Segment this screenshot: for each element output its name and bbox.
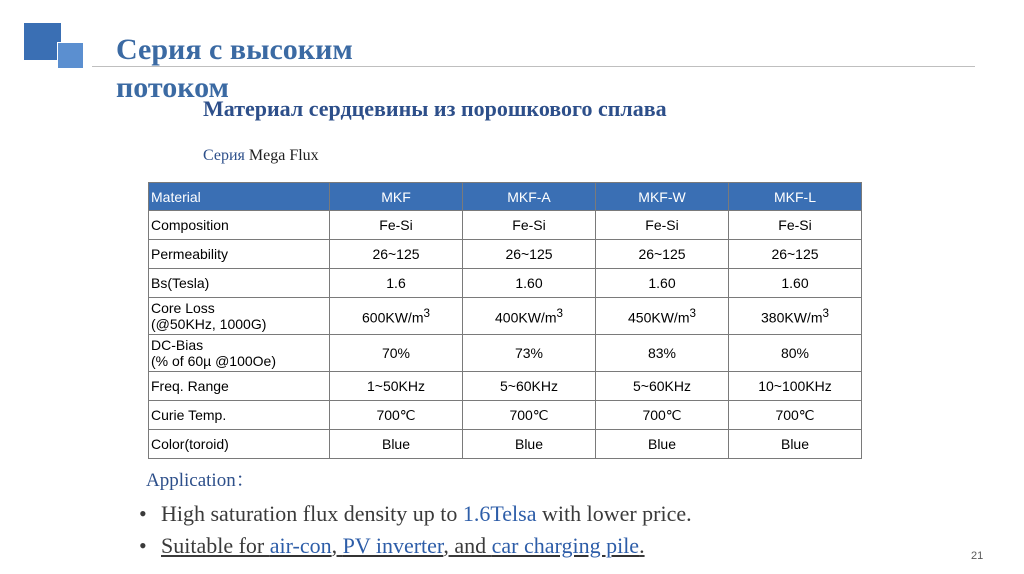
row-label: Curie Temp. (149, 401, 330, 430)
table-cell: Fe-Si (596, 211, 729, 240)
table-row (149, 335, 862, 372)
row-label: Composition (149, 211, 330, 240)
unit-superscript: 3 (423, 306, 430, 320)
unit-superscript: 3 (689, 306, 696, 320)
table-row (149, 401, 862, 430)
series-prefix: Серия (203, 147, 245, 164)
spec-table (148, 182, 862, 459)
bullet-icon: • (139, 533, 147, 558)
row-label: Freq. Range (149, 372, 330, 401)
series-name: Mega Flux (248, 147, 319, 164)
unit-superscript: 3 (556, 306, 563, 320)
page-number: 21 (971, 550, 984, 562)
title-line-1: Серия с высоким (116, 33, 353, 66)
table-cell: Blue (463, 430, 596, 459)
table-cell: 10~100KHz (729, 372, 862, 401)
row-label: Bs(Tesla) (149, 269, 330, 298)
table-cell: 5~60KHz (596, 372, 729, 401)
cell-value: 400KW/m (495, 309, 557, 326)
table-row (149, 372, 862, 401)
table-cell: Blue (729, 430, 862, 459)
row-label: Permeability (149, 240, 330, 269)
bullet-text: , (331, 533, 343, 558)
table-header-row (149, 183, 862, 211)
link-pv-inverter[interactable]: PV inverter (342, 533, 444, 558)
table-cell: 700℃ (596, 401, 729, 430)
header-mkf-w: MKF-W (596, 183, 729, 211)
cell-value: 450KW/m (628, 309, 690, 326)
row-label (149, 335, 330, 372)
header-mkf: MKF (330, 183, 463, 211)
table-cell (729, 298, 862, 335)
table-cell: 5~60KHz (463, 372, 596, 401)
list-item (139, 531, 692, 563)
row-label: Color(toroid) (149, 430, 330, 459)
table-cell: 26~125 (596, 240, 729, 269)
bullet-text: Suitable for (161, 533, 270, 558)
table-cell (596, 298, 729, 335)
table-cell: 26~125 (729, 240, 862, 269)
row-label-line-2: (% of 60µ @100Oe) (151, 353, 277, 369)
table-cell: 1.60 (729, 269, 862, 298)
header-mkf-l: MKF-L (729, 183, 862, 211)
table-row (149, 298, 862, 335)
table-row (149, 269, 862, 298)
table-cell: 700℃ (463, 401, 596, 430)
row-label-line-1: DC-Bias (151, 337, 204, 353)
list-item (139, 499, 692, 531)
table-cell (463, 298, 596, 335)
table-cell: 1.6 (330, 269, 463, 298)
table-cell: 1.60 (463, 269, 596, 298)
bullet-text: . (639, 533, 645, 558)
table-cell: Fe-Si (729, 211, 862, 240)
table-cell: 1.60 (596, 269, 729, 298)
table-cell: 26~125 (330, 240, 463, 269)
logo-square-large (24, 23, 61, 60)
table-cell: 70% (330, 335, 463, 372)
slide-subtitle: Материал сердцевины из порошкового сплава (203, 96, 667, 121)
link-car-charging-pile[interactable]: car charging pile (491, 533, 640, 558)
row-label-line-1: Core Loss (151, 300, 215, 316)
table-cell: Blue (596, 430, 729, 459)
logo-square-small (57, 42, 84, 69)
flux-highlight: 1.6Telsa (462, 501, 537, 526)
table-row (149, 211, 862, 240)
table-cell: 73% (463, 335, 596, 372)
header-mkf-a: MKF-A (463, 183, 596, 211)
table-cell: Fe-Si (463, 211, 596, 240)
application-list (139, 499, 692, 563)
table-cell: 1~50KHz (330, 372, 463, 401)
table-cell: 26~125 (463, 240, 596, 269)
cell-value: 380KW/m (761, 309, 823, 326)
bullet-text: High saturation flux density up to (161, 501, 463, 526)
unit-superscript: 3 (822, 306, 829, 320)
row-label (149, 298, 330, 335)
cell-value: 600KW/m (362, 309, 424, 326)
link-air-con[interactable]: air-con (269, 533, 332, 558)
table-row (149, 240, 862, 269)
table-cell: 80% (729, 335, 862, 372)
title-line-2: потоком (116, 71, 229, 104)
row-label-line-2: (@50KHz, 1000G) (151, 316, 267, 332)
table-row (149, 430, 862, 459)
table-cell: Fe-Si (330, 211, 463, 240)
table-cell: 700℃ (330, 401, 463, 430)
table-cell (330, 298, 463, 335)
table-cell: 700℃ (729, 401, 862, 430)
bullet-text: with lower price. (536, 501, 692, 526)
bullet-icon: • (139, 501, 147, 526)
bullet-text: , and (443, 533, 492, 558)
table-cell: Blue (330, 430, 463, 459)
series-label (203, 147, 319, 165)
application-heading: Application： (146, 470, 255, 491)
table-cell: 83% (596, 335, 729, 372)
header-material: Material (149, 183, 330, 211)
